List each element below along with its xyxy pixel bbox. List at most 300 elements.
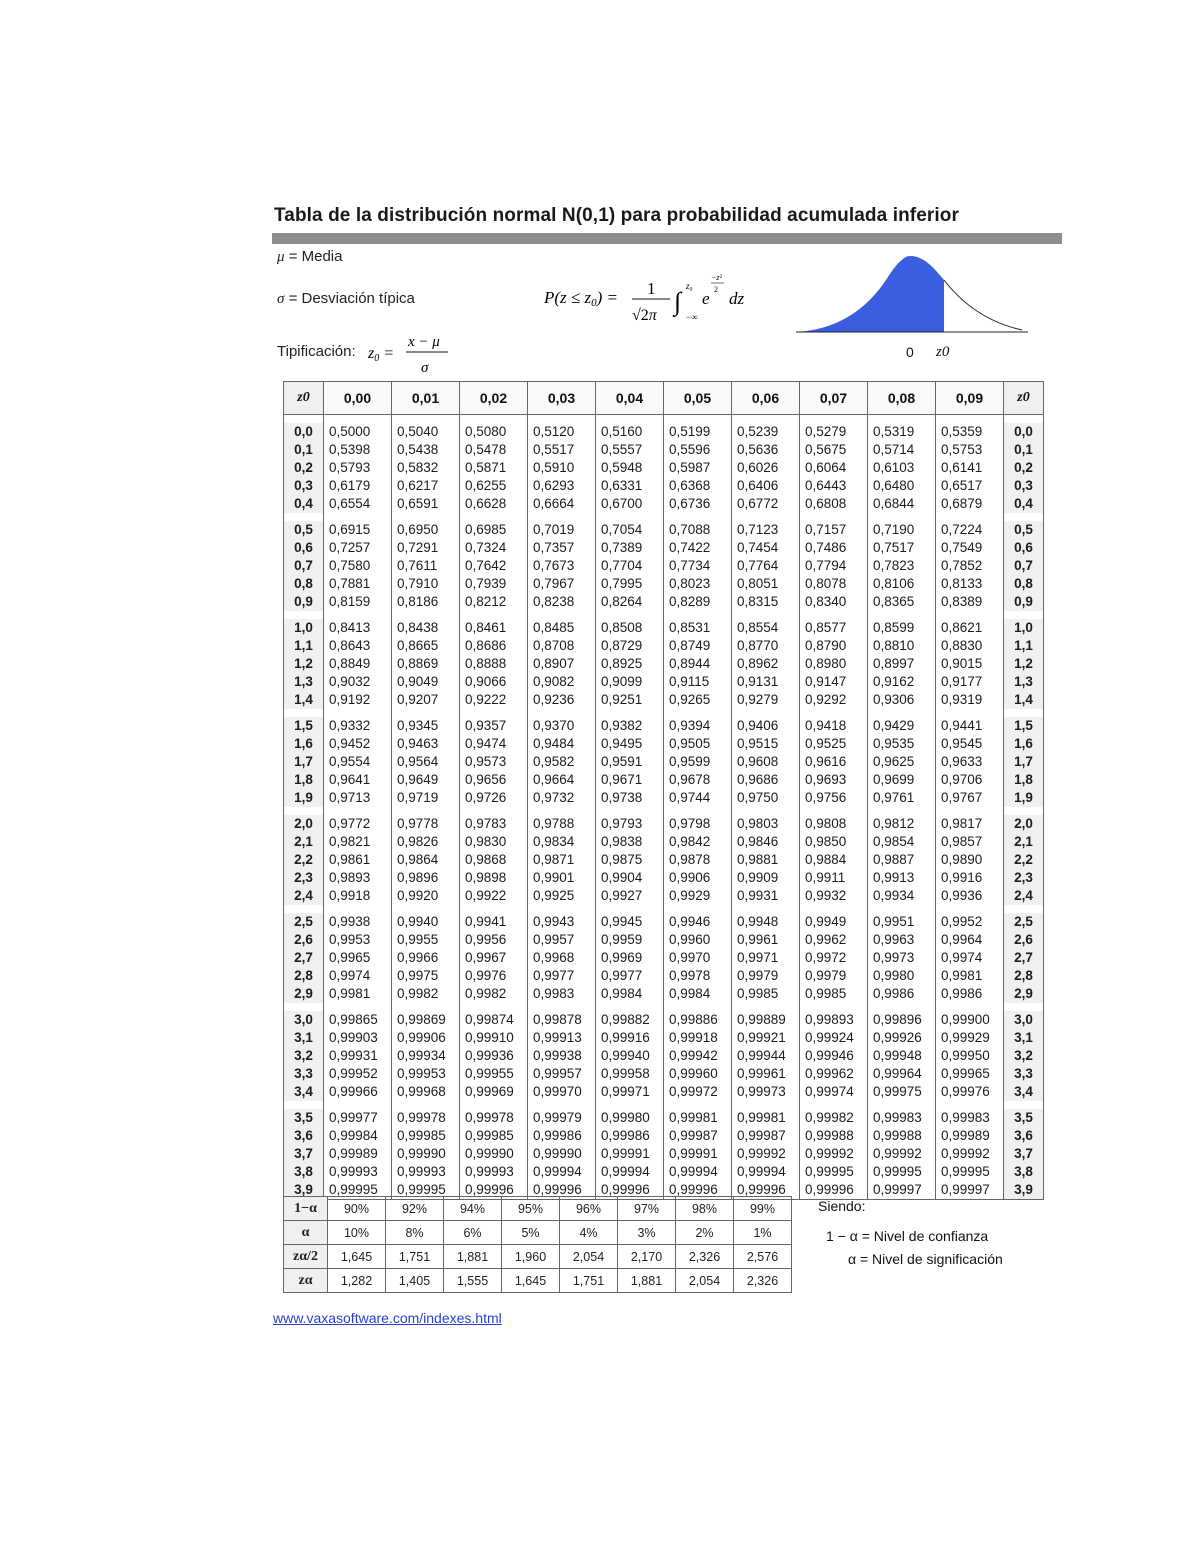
spacer-cell: [1004, 513, 1044, 521]
probability-cell: 0,9975: [392, 967, 460, 985]
spacer-cell: [284, 415, 324, 424]
probability-cell: 0,8686: [460, 637, 528, 655]
probability-cell: 0,9971: [732, 949, 800, 967]
probability-cell: 0,9525: [800, 735, 868, 753]
probability-cell: 0,9732: [528, 789, 596, 807]
spacer-cell: [284, 905, 324, 913]
probability-cell: 0,9345: [392, 717, 460, 735]
probability-cell: 0,9554: [324, 753, 392, 771]
probability-cell: 0,5000: [324, 423, 392, 441]
probability-cell: 0,9292: [800, 691, 868, 709]
probability-cell: 0,7389: [596, 539, 664, 557]
z-value-left: 0,6: [284, 539, 324, 557]
spacer-cell: [664, 513, 732, 521]
probability-cell: 0,99992: [868, 1145, 936, 1163]
table-row: [284, 575, 1044, 593]
probability-cell: 0,9967: [460, 949, 528, 967]
probability-cell: 0,99996: [528, 1181, 596, 1200]
curve-tail: [944, 280, 1022, 330]
spacer-cell: [528, 611, 596, 619]
spacer-cell: [1004, 415, 1044, 424]
z-value-left: 2,9: [284, 985, 324, 1003]
probability-cell: 0,8810: [868, 637, 936, 655]
probability-cell: 0,99966: [324, 1083, 392, 1101]
spacer-cell: [392, 1101, 460, 1109]
svg-text:2: 2: [714, 285, 718, 294]
probability-cell: 0,99969: [460, 1083, 528, 1101]
probability-cell: 0,9656: [460, 771, 528, 789]
confidence-cell: 99%: [734, 1197, 792, 1221]
probability-cell: 0,99982: [800, 1109, 868, 1127]
spacer-cell: [392, 415, 460, 424]
probability-cell: 0,6179: [324, 477, 392, 495]
z-value-left: 1,4: [284, 691, 324, 709]
probability-cell: 0,9963: [868, 931, 936, 949]
probability-cell: 0,6517: [936, 477, 1004, 495]
probability-cell: 0,8907: [528, 655, 596, 673]
tipificacion-label: Tipificación:: [277, 343, 356, 360]
z-value-right: 3,4: [1004, 1083, 1044, 1101]
spacer-cell: [596, 905, 664, 913]
spacer-cell: [460, 905, 528, 913]
probability-cell: 0,7852: [936, 557, 1004, 575]
spacer-cell: [936, 1003, 1004, 1011]
probability-cell: 0,99910: [460, 1029, 528, 1047]
spacer-cell: [528, 807, 596, 815]
spacer-cell: [460, 415, 528, 424]
spacer-cell: [664, 807, 732, 815]
probability-cell: 0,99957: [528, 1065, 596, 1083]
sigma-symbol: σ: [277, 291, 285, 307]
probability-cell: 0,9946: [664, 913, 732, 931]
probability-cell: 0,6950: [392, 521, 460, 539]
probability-cell: 0,9838: [596, 833, 664, 851]
probability-cell: 0,5596: [664, 441, 732, 459]
probability-cell: 0,9940: [392, 913, 460, 931]
spacer-cell: [868, 1003, 936, 1011]
confidence-cell: 5%: [502, 1221, 560, 1245]
probability-cell: 0,6217: [392, 477, 460, 495]
probability-cell: 0,9922: [460, 887, 528, 905]
probability-cell: 0,5517: [528, 441, 596, 459]
probability-cell: 0,9474: [460, 735, 528, 753]
svg-text:z₀: z₀: [686, 281, 693, 291]
spacer-cell: [800, 1101, 868, 1109]
probability-cell: 0,9955: [392, 931, 460, 949]
probability-cell: 0,9761: [868, 789, 936, 807]
probability-cell: 0,9192: [324, 691, 392, 709]
probability-cell: 0,9429: [868, 717, 936, 735]
probability-cell: 0,99996: [460, 1181, 528, 1200]
probability-cell: 0,99987: [664, 1127, 732, 1145]
confidence-row-label: 1−α: [284, 1197, 328, 1221]
z-value-left: 3,5: [284, 1109, 324, 1127]
probability-cell: 0,99934: [392, 1047, 460, 1065]
svg-text:∫: ∫: [674, 287, 682, 316]
spacer-cell: [664, 1003, 732, 1011]
probability-cell: 0,9812: [868, 815, 936, 833]
probability-cell: 0,9945: [596, 913, 664, 931]
confidence-cell: 1,405: [386, 1269, 444, 1293]
table-row: [284, 735, 1044, 753]
table-row: [284, 913, 1044, 931]
z-value-left: 1,9: [284, 789, 324, 807]
spacer-cell: [800, 513, 868, 521]
probability-cell: 0,8790: [800, 637, 868, 655]
z-value-right: 1,9: [1004, 789, 1044, 807]
siendo-label: Siendo:: [818, 1198, 866, 1214]
spacer-cell: [800, 905, 868, 913]
probability-cell: 0,7939: [460, 575, 528, 593]
confidence-cell: 2,326: [676, 1245, 734, 1269]
probability-cell: 0,5948: [596, 459, 664, 477]
probability-cell: 0,7157: [800, 521, 868, 539]
z-value-right: 0,4: [1004, 495, 1044, 513]
column-header: 0,01: [392, 382, 460, 415]
probability-cell: 0,5675: [800, 441, 868, 459]
z-value-right: 0,3: [1004, 477, 1044, 495]
column-header: 0,02: [460, 382, 528, 415]
z-value-left: 3,9: [284, 1181, 324, 1200]
z-value-left: 1,8: [284, 771, 324, 789]
probability-cell: 0,9177: [936, 673, 1004, 691]
z-value-right: 0,8: [1004, 575, 1044, 593]
z-value-left: 2,2: [284, 851, 324, 869]
probability-cell: 0,9920: [392, 887, 460, 905]
probability-cell: 0,99997: [936, 1181, 1004, 1200]
spacer-cell: [324, 415, 392, 424]
source-link[interactable]: www.vaxasoftware.com/indexes.html: [273, 1310, 502, 1326]
probability-cell: 0,6808: [800, 495, 868, 513]
spacer-cell: [596, 709, 664, 717]
z-value-right: 2,3: [1004, 869, 1044, 887]
probability-cell: 0,8133: [936, 575, 1004, 593]
probability-cell: 0,9868: [460, 851, 528, 869]
confidence-level-definition: 1 − α = Nivel de confianza: [826, 1228, 989, 1244]
probability-cell: 0,8830: [936, 637, 1004, 655]
z-value-left: 2,7: [284, 949, 324, 967]
spacer-cell: [392, 807, 460, 815]
confidence-cell: 8%: [386, 1221, 444, 1245]
group-spacer: [284, 513, 1044, 521]
probability-cell: 0,9854: [868, 833, 936, 851]
z-value-left: 0,3: [284, 477, 324, 495]
probability-cell: 0,9953: [324, 931, 392, 949]
z-value-left: 2,3: [284, 869, 324, 887]
probability-cell: 0,9826: [392, 833, 460, 851]
confidence-row-label: α: [284, 1221, 328, 1245]
table-row: [284, 691, 1044, 709]
probability-cell: 0,9857: [936, 833, 1004, 851]
probability-cell: 0,9965: [324, 949, 392, 967]
svg-text:P(z ≤ z0) =: P(z ≤ z0) =: [544, 288, 618, 309]
table-row: [284, 869, 1044, 887]
spacer-cell: [732, 1003, 800, 1011]
z-value-left: 2,4: [284, 887, 324, 905]
svg-text:σ: σ: [421, 360, 429, 376]
probability-cell: 0,9713: [324, 789, 392, 807]
spacer-cell: [284, 807, 324, 815]
probability-cell: 0,9941: [460, 913, 528, 931]
probability-cell: 0,99869: [392, 1011, 460, 1029]
probability-cell: 0,9306: [868, 691, 936, 709]
probability-cell: 0,9973: [868, 949, 936, 967]
probability-cell: 0,99978: [392, 1109, 460, 1127]
probability-cell: 0,99989: [936, 1127, 1004, 1145]
probability-cell: 0,9969: [596, 949, 664, 967]
column-header: 0,03: [528, 382, 596, 415]
probability-cell: 0,9032: [324, 673, 392, 691]
table-row: [284, 985, 1044, 1003]
probability-cell: 0,6480: [868, 477, 936, 495]
column-header: 0,05: [664, 382, 732, 415]
probability-cell: 0,99981: [664, 1109, 732, 1127]
probability-cell: 0,5793: [324, 459, 392, 477]
probability-cell: 0,99996: [800, 1181, 868, 1200]
probability-cell: 0,8159: [324, 593, 392, 611]
probability-cell: 0,99975: [868, 1083, 936, 1101]
probability-cell: 0,99906: [392, 1029, 460, 1047]
probability-cell: 0,99900: [936, 1011, 1004, 1029]
probability-cell: 0,9147: [800, 673, 868, 691]
probability-cell: 0,7910: [392, 575, 460, 593]
z-value-left: 0,9: [284, 593, 324, 611]
confidence-cell: 97%: [618, 1197, 676, 1221]
mu-definition: [277, 248, 343, 266]
probability-cell: 0,9966: [392, 949, 460, 967]
probability-cell: 0,9608: [732, 753, 800, 771]
spacer-cell: [460, 807, 528, 815]
probability-cell: 0,8997: [868, 655, 936, 673]
z-value-right: 0,0: [1004, 423, 1044, 441]
z-value-left: 2,0: [284, 815, 324, 833]
probability-cell: 0,9265: [664, 691, 732, 709]
probability-cell: 0,99992: [936, 1145, 1004, 1163]
z-value-right: 3,1: [1004, 1029, 1044, 1047]
probability-cell: 0,7967: [528, 575, 596, 593]
probability-cell: 0,99929: [936, 1029, 1004, 1047]
probability-cell: 0,8264: [596, 593, 664, 611]
probability-cell: 0,9222: [460, 691, 528, 709]
probability-cell: 0,9625: [868, 753, 936, 771]
probability-cell: 0,99950: [936, 1047, 1004, 1065]
probability-cell: 0,99936: [460, 1047, 528, 1065]
table-row: [284, 789, 1044, 807]
probability-cell: 0,9911: [800, 869, 868, 887]
probability-cell: 0,7190: [868, 521, 936, 539]
probability-cell: 0,99926: [868, 1029, 936, 1047]
probability-cell: 0,9738: [596, 789, 664, 807]
spacer-cell: [732, 1101, 800, 1109]
probability-cell: 0,9251: [596, 691, 664, 709]
probability-cell: 0,9960: [664, 931, 732, 949]
z-value-left: 0,8: [284, 575, 324, 593]
probability-cell: 0,7642: [460, 557, 528, 575]
probability-cell: 0,9719: [392, 789, 460, 807]
z-value-left: 0,0: [284, 423, 324, 441]
probability-cell: 0,5279: [800, 423, 868, 441]
mu-symbol: μ: [277, 249, 285, 265]
probability-cell: 0,99970: [528, 1083, 596, 1101]
probability-cell: 0,5239: [732, 423, 800, 441]
spacer-cell: [596, 1003, 664, 1011]
probability-cell: 0,9927: [596, 887, 664, 905]
probability-cell: 0,9515: [732, 735, 800, 753]
table-row: [284, 441, 1044, 459]
probability-cell: 0,99996: [732, 1181, 800, 1200]
probability-cell: 0,99924: [800, 1029, 868, 1047]
z-value-left: 3,4: [284, 1083, 324, 1101]
spacer-cell: [732, 415, 800, 424]
z-value-right: 3,9: [1004, 1181, 1044, 1200]
confidence-cell: 1,282: [328, 1269, 386, 1293]
probability-cell: 0,99980: [596, 1109, 664, 1127]
probability-cell: 0,99948: [868, 1047, 936, 1065]
spacer-cell: [528, 415, 596, 424]
group-spacer: [284, 905, 1044, 913]
probability-cell: 0,9981: [324, 985, 392, 1003]
probability-cell: 0,9871: [528, 851, 596, 869]
probability-cell: 0,8869: [392, 655, 460, 673]
spacer-cell: [460, 1003, 528, 1011]
confidence-cell: 92%: [386, 1197, 444, 1221]
probability-cell: 0,8106: [868, 575, 936, 593]
probability-cell: 0,8962: [732, 655, 800, 673]
probability-cell: 0,7881: [324, 575, 392, 593]
z-value-right: 1,8: [1004, 771, 1044, 789]
probability-cell: 0,8599: [868, 619, 936, 637]
spacer-cell: [800, 709, 868, 717]
confidence-cell: 1,960: [502, 1245, 560, 1269]
probability-cell: 0,9929: [664, 887, 732, 905]
spacer-cell: [324, 513, 392, 521]
table-row: [284, 1145, 1044, 1163]
probability-cell: 0,9564: [392, 753, 460, 771]
z-value-right: 3,6: [1004, 1127, 1044, 1145]
probability-cell: 0,99992: [732, 1145, 800, 1163]
probability-cell: 0,6664: [528, 495, 596, 513]
probability-cell: 0,9982: [460, 985, 528, 1003]
probability-cell: 0,8925: [596, 655, 664, 673]
z-value-left: 2,5: [284, 913, 324, 931]
probability-cell: 0,9463: [392, 735, 460, 753]
probability-cell: 0,9706: [936, 771, 1004, 789]
curve-axis-zero: 0: [906, 344, 914, 360]
confidence-cell: 1,751: [386, 1245, 444, 1269]
spacer-cell: [284, 611, 324, 619]
probability-cell: 0,9985: [800, 985, 868, 1003]
probability-cell: 0,99985: [392, 1127, 460, 1145]
probability-cell: 0,6443: [800, 477, 868, 495]
mu-label: = Media: [288, 248, 343, 265]
probability-cell: 0,5478: [460, 441, 528, 459]
probability-cell: 0,99878: [528, 1011, 596, 1029]
probability-cell: 0,9452: [324, 735, 392, 753]
probability-cell: 0,99990: [460, 1145, 528, 1163]
spacer-cell: [324, 1003, 392, 1011]
probability-cell: 0,9049: [392, 673, 460, 691]
z-value-right: 2,0: [1004, 815, 1044, 833]
svg-text:1: 1: [647, 279, 656, 298]
z-value-left: 1,0: [284, 619, 324, 637]
probability-cell: 0,99958: [596, 1065, 664, 1083]
z-value-left: 3,1: [284, 1029, 324, 1047]
probability-cell: 0,99968: [392, 1083, 460, 1101]
spacer-cell: [324, 807, 392, 815]
spacer-cell: [596, 415, 664, 424]
spacer-cell: [868, 611, 936, 619]
z-value-left: 2,8: [284, 967, 324, 985]
z-value-right: 2,6: [1004, 931, 1044, 949]
probability-cell: 0,9279: [732, 691, 800, 709]
spacer-cell: [596, 513, 664, 521]
probability-cell: 0,9898: [460, 869, 528, 887]
z-value-left: 3,2: [284, 1047, 324, 1065]
group-spacer: [284, 415, 1044, 424]
probability-cell: 0,5319: [868, 423, 936, 441]
probability-cell: 0,9983: [528, 985, 596, 1003]
probability-cell: 0,7454: [732, 539, 800, 557]
probability-cell: 0,6628: [460, 495, 528, 513]
probability-cell: 0,9115: [664, 673, 732, 691]
spacer-cell: [1004, 611, 1044, 619]
spacer-cell: [936, 513, 1004, 521]
z-value-left: 3,8: [284, 1163, 324, 1181]
confidence-cell: 2,326: [734, 1269, 792, 1293]
spacer-cell: [284, 709, 324, 717]
z-value-right: 2,8: [1004, 967, 1044, 985]
spacer-cell: [936, 709, 1004, 717]
z-value-right: 0,5: [1004, 521, 1044, 539]
probability-cell: 0,9974: [936, 949, 1004, 967]
probability-cell: 0,9861: [324, 851, 392, 869]
spacer-cell: [284, 513, 324, 521]
probability-cell: 0,9934: [868, 887, 936, 905]
probability-cell: 0,8665: [392, 637, 460, 655]
z-value-right: 3,2: [1004, 1047, 1044, 1065]
probability-cell: 0,99986: [596, 1127, 664, 1145]
confidence-cell: 2,054: [560, 1245, 618, 1269]
probability-cell: 0,9778: [392, 815, 460, 833]
probability-cell: 0,9505: [664, 735, 732, 753]
spacer-cell: [936, 415, 1004, 424]
probability-cell: 0,9909: [732, 869, 800, 887]
probability-cell: 0,99986: [528, 1127, 596, 1145]
probability-cell: 0,8643: [324, 637, 392, 655]
probability-cell: 0,9693: [800, 771, 868, 789]
spacer-cell: [868, 905, 936, 913]
z-value-right: 0,9: [1004, 593, 1044, 611]
probability-cell: 0,8508: [596, 619, 664, 637]
probability-cell: 0,9976: [460, 967, 528, 985]
probability-cell: 0,6064: [800, 459, 868, 477]
z-value-right: 0,7: [1004, 557, 1044, 575]
probability-cell: 0,9015: [936, 655, 1004, 673]
probability-cell: 0,99962: [800, 1065, 868, 1083]
probability-cell: 0,99988: [800, 1127, 868, 1145]
probability-cell: 0,9890: [936, 851, 1004, 869]
z-value-right: 1,6: [1004, 735, 1044, 753]
z-value-right: 1,4: [1004, 691, 1044, 709]
probability-cell: 0,7257: [324, 539, 392, 557]
probability-cell: 0,99994: [732, 1163, 800, 1181]
probability-cell: 0,7054: [596, 521, 664, 539]
probability-cell: 0,9767: [936, 789, 1004, 807]
probability-cell: 0,99991: [664, 1145, 732, 1163]
spacer-cell: [1004, 905, 1044, 913]
probability-cell: 0,9798: [664, 815, 732, 833]
probability-cell: 0,7088: [664, 521, 732, 539]
